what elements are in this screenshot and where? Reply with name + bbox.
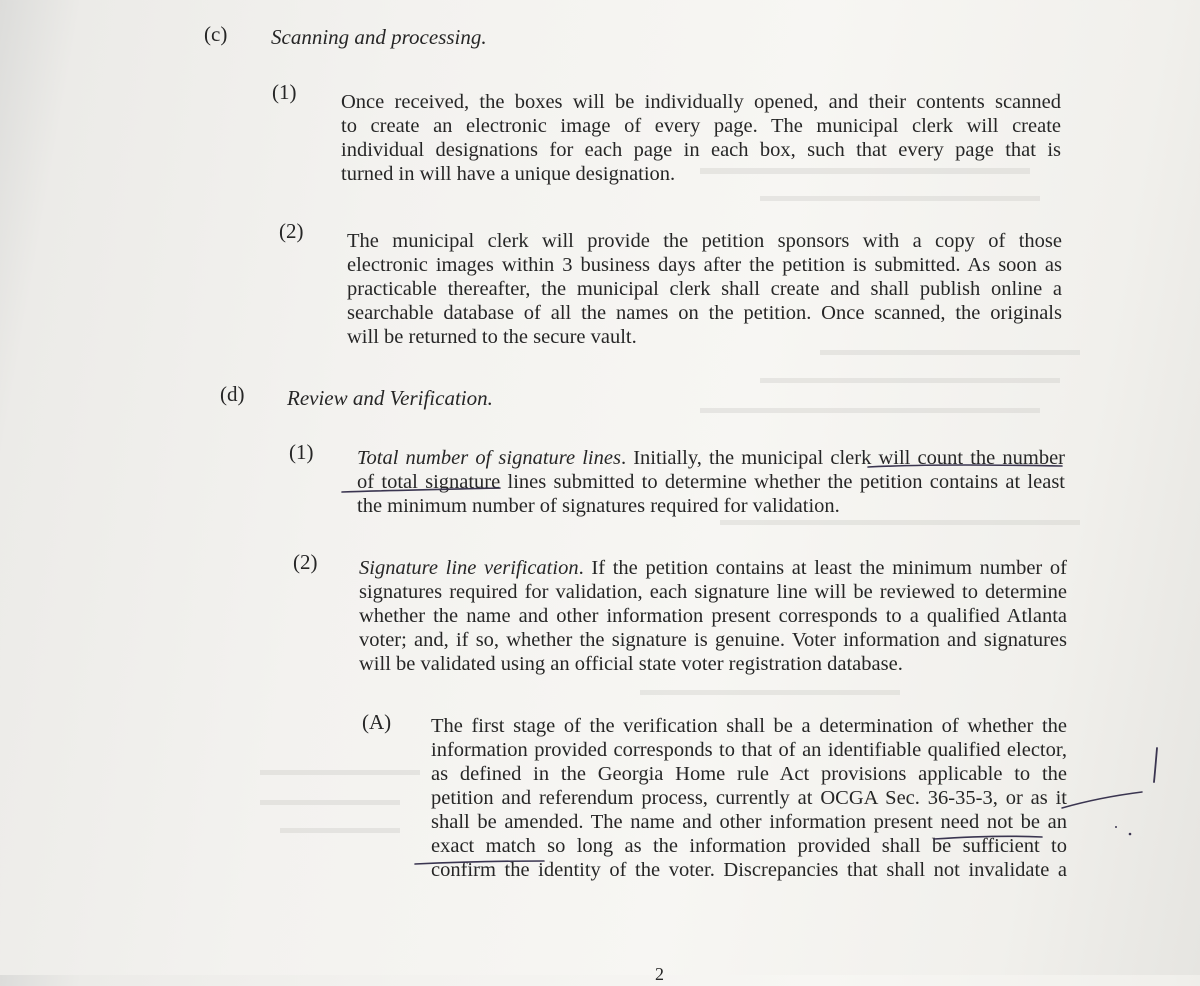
item-c2-number: (2): [279, 219, 304, 243]
subitem-a-label: (A): [362, 710, 392, 734]
section-d-label: (d): [220, 382, 245, 406]
subitem-a-paragraph: [431, 714, 1067, 882]
paragraph-line: [357, 446, 1065, 470]
paragraph-line: will be validated using an official state voter registration database.: [359, 653, 903, 675]
paragraph-line: signatures required for validation, each signature line will be reviewed to determine: [359, 581, 1067, 603]
paragraph-line: information provided corresponds to that of an identifiable qualified elector,: [431, 739, 1067, 761]
section-c-heading: Scanning and processing.: [271, 25, 487, 49]
item-c1-number: (1): [272, 80, 297, 104]
paragraph-line: Once received, the boxes will be individually opened, and their contents scanned: [341, 91, 1061, 113]
paragraph-line: whether the name and other information present corresponds to a qualified Atlanta: [359, 605, 1067, 627]
section-c-label: (c): [204, 22, 228, 46]
item-c2-paragraph: [347, 229, 1062, 349]
paragraph-line: confirm the identity of the voter. Discrepancies that shall not invalidate a: [431, 859, 1067, 881]
section-d-heading: Review and Verification.: [287, 386, 493, 410]
paragraph-line: practicable thereafter, the municipal clerk shall create and shall publish online a: [347, 278, 1062, 300]
item-d2-paragraph: [359, 556, 1067, 676]
paragraph-line: to create an electronic image of every page. The municipal clerk will create: [341, 115, 1061, 137]
item-d1-paragraph: [357, 446, 1065, 518]
item-d2-first-line: . If the petition contains at least the minimum number of: [578, 557, 1068, 579]
paragraph-line: shall be amended. The name and other information present need not be an: [431, 811, 1067, 833]
paragraph-line: The first stage of the verification shall be a determination of whether the: [431, 715, 1067, 737]
item-d1-title: Total number of signature lines: [357, 447, 621, 469]
item-d1-first-line: . Initially, the municipal clerk will count the number: [620, 447, 1065, 469]
paragraph-line: turned in will have a unique designation.: [341, 163, 676, 185]
paragraph-line: electronic images within 3 business days after the petition is submitted. As soon as: [347, 254, 1062, 276]
paragraph-line: of total signature lines submitted to determine whether the petition contains at least: [357, 471, 1065, 493]
paragraph-line: as defined in the Georgia Home rule Act provisions applicable to the: [431, 763, 1067, 785]
paragraph-line: searchable database of all the names on the petition. Once scanned, the originals: [347, 302, 1062, 324]
item-d2-title: Signature line verification: [359, 557, 579, 579]
paragraph-line: [359, 556, 1067, 580]
paragraph-line: individual designations for each page in each box, such that every page that is: [341, 139, 1061, 161]
item-c1-paragraph: [341, 90, 1061, 186]
item-d1-number: (1): [289, 440, 314, 464]
paragraph-line: petition and referendum process, currently at OCGA Sec. 36-35-3, or as it: [431, 787, 1067, 809]
paragraph-line: exact match so long as the information provided shall be sufficient to: [431, 835, 1067, 857]
paragraph-line: the minimum number of signatures required for validation.: [357, 495, 840, 517]
paragraph-line: The municipal clerk will provide the petition sponsors with a copy of those: [347, 230, 1062, 252]
paragraph-line: will be returned to the secure vault.: [347, 326, 637, 348]
paragraph-line: voter; and, if so, whether the signature is genuine. Voter information and signatures: [359, 629, 1067, 651]
page-number: 2: [655, 964, 664, 984]
item-d2-number: (2): [293, 550, 318, 574]
